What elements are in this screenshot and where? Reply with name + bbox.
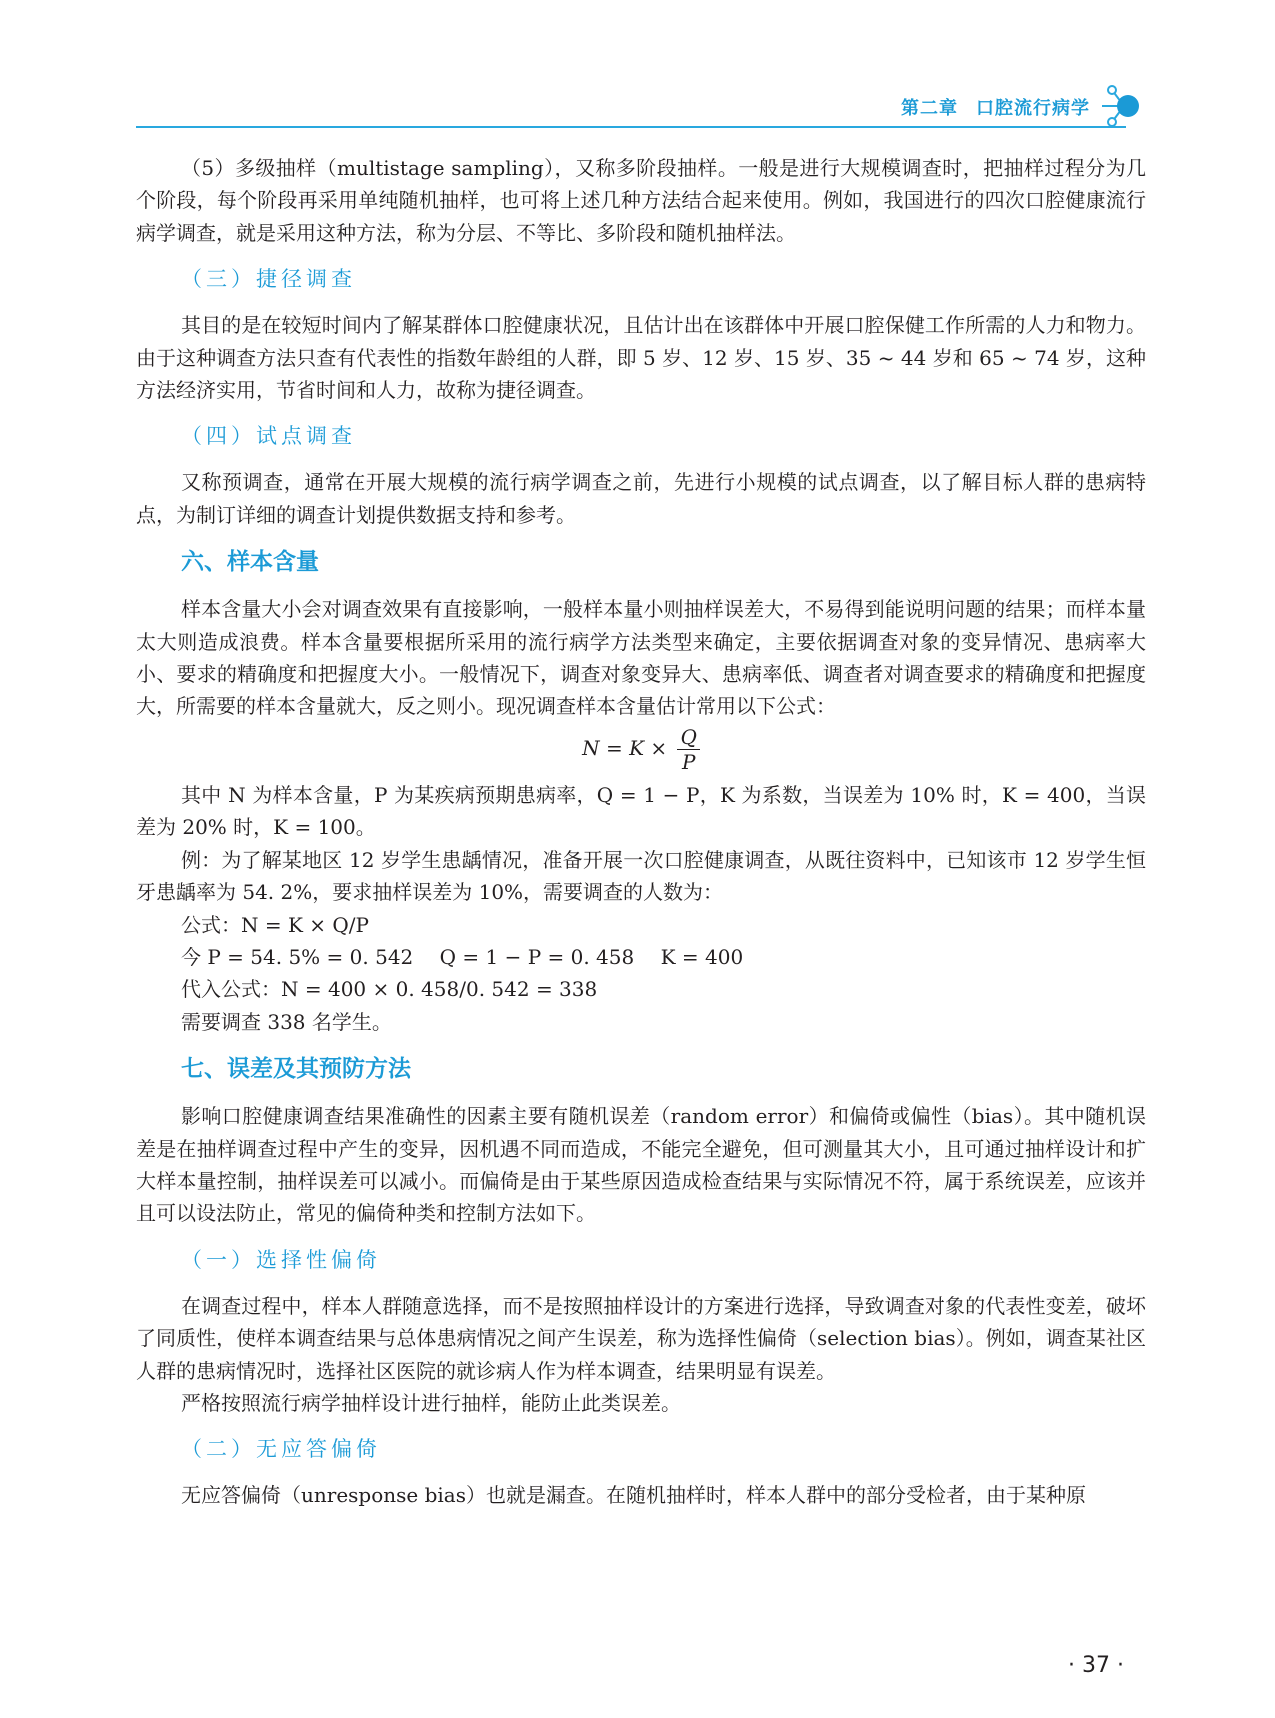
heading-selection-bias: （一）选择性偏倚 [181, 1247, 381, 1272]
molecule-icon [1098, 84, 1148, 134]
formula-numerator: Q [677, 725, 699, 750]
chapter-title: 口腔流行病学 [976, 98, 1090, 119]
paragraph-example-intro: 例：为了解某地区 12 岁学生患龋情况，准备开展一次口腔健康调查，从既往资料中，已知该市 12 岁学生恒牙患龋率为 54. 2%，要求抽样误差为 10%，需要调查的人数为： [136, 847, 1146, 905]
example-line-result: 需要调查 338 名学生。 [181, 1009, 392, 1034]
formula-denominator: P [681, 749, 696, 774]
paragraph-pathfinder: 其目的是在较短时间内了解某群体口腔健康状况，且估计出在该群体中开展口腔保健工作所需的人力和物力。由于这种调查方法只查有代表性的指数年龄组的人群，即 5 岁、12 岁、15 岁、35 ~ 44 岁和 65 ~ 74 岁，这种方法经济实用，节省时间和人力，故称为捷径调查。 [136, 313, 1146, 403]
example-line-values: 今 P = 54. 5% = 0. 542 Q = 1 − P = 0. 458 K = 400 [181, 944, 744, 969]
heading-pathfinder: （三）捷径调查 [181, 267, 356, 292]
page-number: · 37 · [1068, 1653, 1124, 1678]
formula-lhs: N = K × [582, 735, 668, 760]
heading-nonresponse-bias: （二）无应答偏倚 [181, 1437, 381, 1462]
paragraph-error: 影响口腔健康调查结果准确性的因素主要有随机误差（random error）和偏倚或偏性（bias）。其中随机误差是在抽样调查过程中产生的变异，因机遇不同而造成，不能完全避免，但可测量其大小，且可通过抽样设计和扩大样本量控制，抽样误差可以减小。而偏倚是由于某些原因造成检查结果与实际情况不符，属于系统误差，应该并且可以设法防止，常见的偏倚种类和控制方法如下。 [136, 1104, 1146, 1226]
paragraph-multistage: （5）多级抽样（multistage sampling），又称多阶段抽样。一般是进行大规模调查时，把抽样过程分为几个阶段，每个阶段再采用单纯随机抽样，也可将上述几种方法结合起来使用。例如，我国进行的四次口腔健康流行病学调查，就是采用这种方法，称为分层、不等比、多阶段和随机抽样法。 [136, 156, 1146, 245]
formula-fraction [677, 725, 699, 774]
page-body [136, 152, 1146, 1512]
paragraph-selection-bias: 在调查过程中，样本人群随意选择，而不是按照抽样设计的方案进行选择，导致调查对象的代表性变差，破坏了同质性，使样本调查结果与总体患病情况之间产生误差，称为选择性偏倚（selection bias）。例如，调查某社区人群的患病情况时，选择社区医院的就诊病人作为样本调查，结果明显有误差。 [136, 1293, 1146, 1383]
running-header [136, 88, 1142, 128]
example-line-formula: 公式：N = K × Q/P [181, 912, 369, 937]
paragraph-sample-size: 样本含量大小会对调查效果有直接影响，一般样本量小则抽样误差大，不易得到能说明问题的结果；而样本量太大则造成浪费。样本含量要根据所采用的流行病学方法类型来确定，主要依据调查对象的变异情况、患病率大小、要求的精确度和把握度大小。一般情况下，调查对象变异大、患病率低、调查者对调查要求的精确度和把握度大，所需要的样本含量就大，反之则小。现况调查样本含量估计常用以下公式： [136, 597, 1146, 719]
heading-sample-size: 六、样本含量 [181, 549, 319, 576]
chapter-label: 第二章 [901, 98, 958, 119]
heading-pilot: （四）试点调查 [181, 424, 356, 449]
heading-error: 七、误差及其预防方法 [181, 1056, 411, 1083]
paragraph-formula-description: 其中 N 为样本含量，P 为某疾病预期患病率，Q = 1 − P，K 为系数，当误差为 10% 时，K = 400，当误差为 20% 时，K = 100。 [136, 782, 1146, 840]
paragraph-selection-prevention: 严格按照流行病学抽样设计进行抽样，能防止此类误差。 [181, 1390, 681, 1415]
paragraph-nonresponse-bias: 无应答偏倚（unresponse bias）也就是漏查。在随机抽样时，样本人群中的部分受检者，由于某种原 [181, 1483, 1086, 1508]
sample-size-formula [136, 725, 1146, 779]
header-rule [136, 126, 1126, 128]
paragraph-pilot: 又称预调查，通常在开展大规模的流行病学调查之前，先进行小规模的试点调查，以了解目标人群的患病特点，为制订详细的调查计划提供数据支持和参考。 [136, 470, 1146, 527]
header-title [901, 94, 1090, 120]
example-line-substitution: 代入公式：N = 400 × 0. 458/0. 542 = 338 [181, 977, 598, 1002]
